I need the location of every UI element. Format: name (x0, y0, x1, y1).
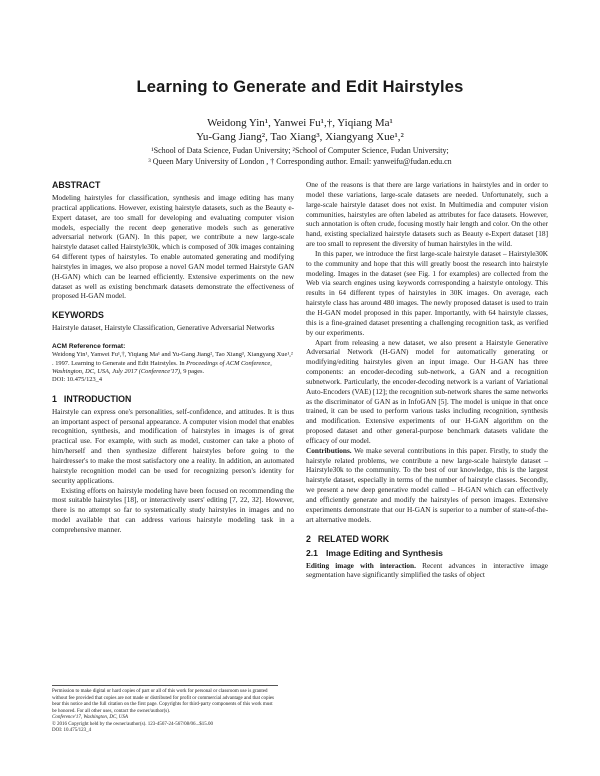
contributions-label: Contributions. (306, 445, 352, 455)
introduction-paragraph-1: Hairstyle can express one's personalities, self-confidence, and attitudes. It is thus an important aspect of personal appearance. A computer vision model that enables recognition, synthesis, and modification of hairstyles in images is of great practical use. For example, with such as model, customer can take a photo of him/herself and then synthesize different hairstyles before going to the hairdresser's to make the most satisfactory one a reality. In addition, an automated hairstyle recognition model can be used for recognizing person's identity for security applications. (52, 406, 294, 485)
introduction-number: 1 (52, 393, 57, 404)
acm-reference-venue: Proceedings of ACM Conference, Washington, DC, USA, July 2017 (Conference'17), (52, 359, 272, 375)
introduction-title: INTRODUCTION (63, 393, 132, 404)
keywords-text: Hairstyle dataset, Hairstyle Classification, Generative Adversarial Networks (52, 323, 275, 333)
abstract-heading: ABSTRACT (52, 180, 101, 190)
left-column (52, 180, 294, 535)
paper-title: Learning to Generate and Edit Hairstyles (136, 78, 464, 96)
subsection-title: Image Editing and Synthesis (325, 547, 443, 558)
body-paragraph-3: Apart from releasing a new dataset, we also present a Hairstyle Generative Adversarial Network (H-GAN) model for automatically generating or modifying/editing hairstyles given an input image. Our H-GAN has three components: an encoder-decoding sub-network, a GAN and a recognition subnetwork. Particularly, the encoder-decoding network is a variant of Variational Auto-Encoders (VAE) [12]; the recognition sub-network shares the same networks as the discriminator of GAN as in InfoGAN [5]. The model is unique in that once trained, it can be used to perform various tasks including recognition, synthesis and modification. Extensive experiments of our H-GAN algorithm on the proposed dataset and other general-purpose benchmark datasets validate the efficacy of our model. (306, 337, 548, 445)
authors-line-1: Weidong Yin¹, Yanwei Fu¹,†, Yiqiang Ma¹ (207, 117, 393, 129)
related-work-heading (306, 534, 548, 545)
copyright-footnote (52, 685, 278, 735)
contributions-text: We make several contributions in this paper. Firstly, to study the hairstyle related problems, we contribute a new large-scale hairstyle dataset – Hairstyle30k to the community. To the best of our knowledge, this is the largest hairstyle dataset, especially in terms of the number of hairstyle classes. Secondly, we present a new deep generative model called – H-GAN which can effectively and efficiently generate and modify the hairstyles of person images. Extensive experiments demonstrate that our H-GAN is superior to a number of state-of-the-art alternative models. (306, 445, 548, 524)
affiliations (0, 145, 600, 167)
authors-line-2: Yu-Gang Jiang², Tao Xiang³, Xiangyang Xue¹,² (196, 131, 404, 143)
body-paragraph-2: In this paper, we introduce the first large-scale hairstyle dataset – Hairstyle30K to the community and hope that this will greatly boost the research into hairstyle modeling. Images in the dataset (see Fig. 1 for examples) are collected from the Web via search engines using keywords corresponding a hairstyle ontology. This results in 64 different types of hairstyles in 30K images. On average, each hairstyle class has around 480 images. The newly proposed dataset is used to train the H-GAN model proposed in this paper. Importantly, with 64 hairstyle classes, this is a fine-grained dataset presenting a challenging recognition task, as verified by our experiments. (306, 248, 548, 337)
abstract-text: Modeling hairstyles for classification, synthesis and image editing has many practical applications. However, existing hairstyle datasets, such as the Beauty e-Expert dataset, are too small for developing and evaluating computer vision models, especially the recent deep generative models such as generative adversarial network (GAN). In this paper, we contribute a new large-scale hairstyle dataset called Hairstyle30k, which is composed of 30k images containing 64 different types of hairstyles. To enable automated generating and modifying hairstyles in images, we also propose a novel GAN model termed Hairstyle GAN (H-GAN) which can be learned efficiently. Extensive experiments on the new dataset as well as existing benchmark datasets demonstrate the effectiveness of proposed H-GAN model. (52, 193, 294, 301)
editing-text: Recent advances in interactive image segmentation have significantly simplified the tasks of object (306, 560, 549, 580)
body-paragraph-1: One of the reasons is that there are large variations in hairstyles and in order to model these variations, large-scale datasets are needed. Unfortunately, such a large-scale hairstyle dataset does not exist. In Multimedia and computer vision communities, hairstyles are often labeled as attributes for face datasets. However, such annotation is often crude, focusing mostly hair length and color. On the other hand, existing specialized hairstyle datasets such as Beauty e-Expert dataset [18] are too small to represent the diversity of human hairstyles in the wild. (306, 180, 548, 249)
acm-reference-authors: Weidong Yin¹, Yanwei Fu¹,†, Yiqiang Ma¹ and Yu-Gang Jiang², Tao Xiang³, Xiangyang Xue¹,² . 1997. Learning to Generate and Edit Hairstyles. In (52, 351, 293, 367)
related-work-number: 2 (306, 533, 311, 544)
permission-notice: Permission to make digital or hard copies of part or all of this work for personal or classroom use is granted without fee provided that copies are not made or distributed for profit or commercial advantage and that copies bear this notice and the full citation on the first page. Copyrights for third-party components of this work must be honored. For all other uses, contact the owner/author(s). (52, 689, 275, 714)
introduction-paragraph-2: Existing efforts on hairstyle modeling have been focused on recommending the most suitable hairstyles [18], or interactively users' editing [7, 22, 32]. However, there is no attempt so far to systematically study hairstyles in images and no model available that can address various hairstyle modeling task in a comprehensive manner. (52, 485, 294, 534)
related-work-title: RELATED WORK (317, 533, 390, 544)
related-work-paragraph (306, 561, 548, 581)
right-column (306, 180, 548, 580)
affiliation-line-2: ³ Queen Mary University of London , † Corresponding author. Email: yanweifu@fudan.edu.cn (148, 157, 452, 166)
acm-reference-doi: DOI: 10.475/123_4 (52, 376, 103, 384)
author-list (0, 116, 600, 144)
subsection-heading (306, 548, 548, 559)
keywords-heading: KEYWORDS (52, 310, 104, 321)
editing-label: Editing image with interaction. (306, 560, 416, 570)
footnote-copyright: © 2016 Copyright held by the owner/author(s). 123-4567-24-567/08/06...$15.00 (52, 721, 214, 727)
footnote-doi: DOI: 10.475/123_4 (52, 728, 92, 733)
subsection-number: 2.1 (306, 547, 318, 558)
contributions-paragraph (306, 446, 548, 525)
introduction-heading (52, 394, 294, 405)
acm-reference (52, 351, 294, 385)
affiliation-line-1: ¹School of Data Science, Fudan University; ²School of Computer Science, Fudan University; (151, 146, 449, 155)
acm-reference-heading: ACM Reference format: (52, 343, 126, 351)
acm-reference-pages: 9 pages. (183, 367, 205, 375)
footnote-conference: Conference'17, Washington, DC, USA (52, 715, 128, 720)
